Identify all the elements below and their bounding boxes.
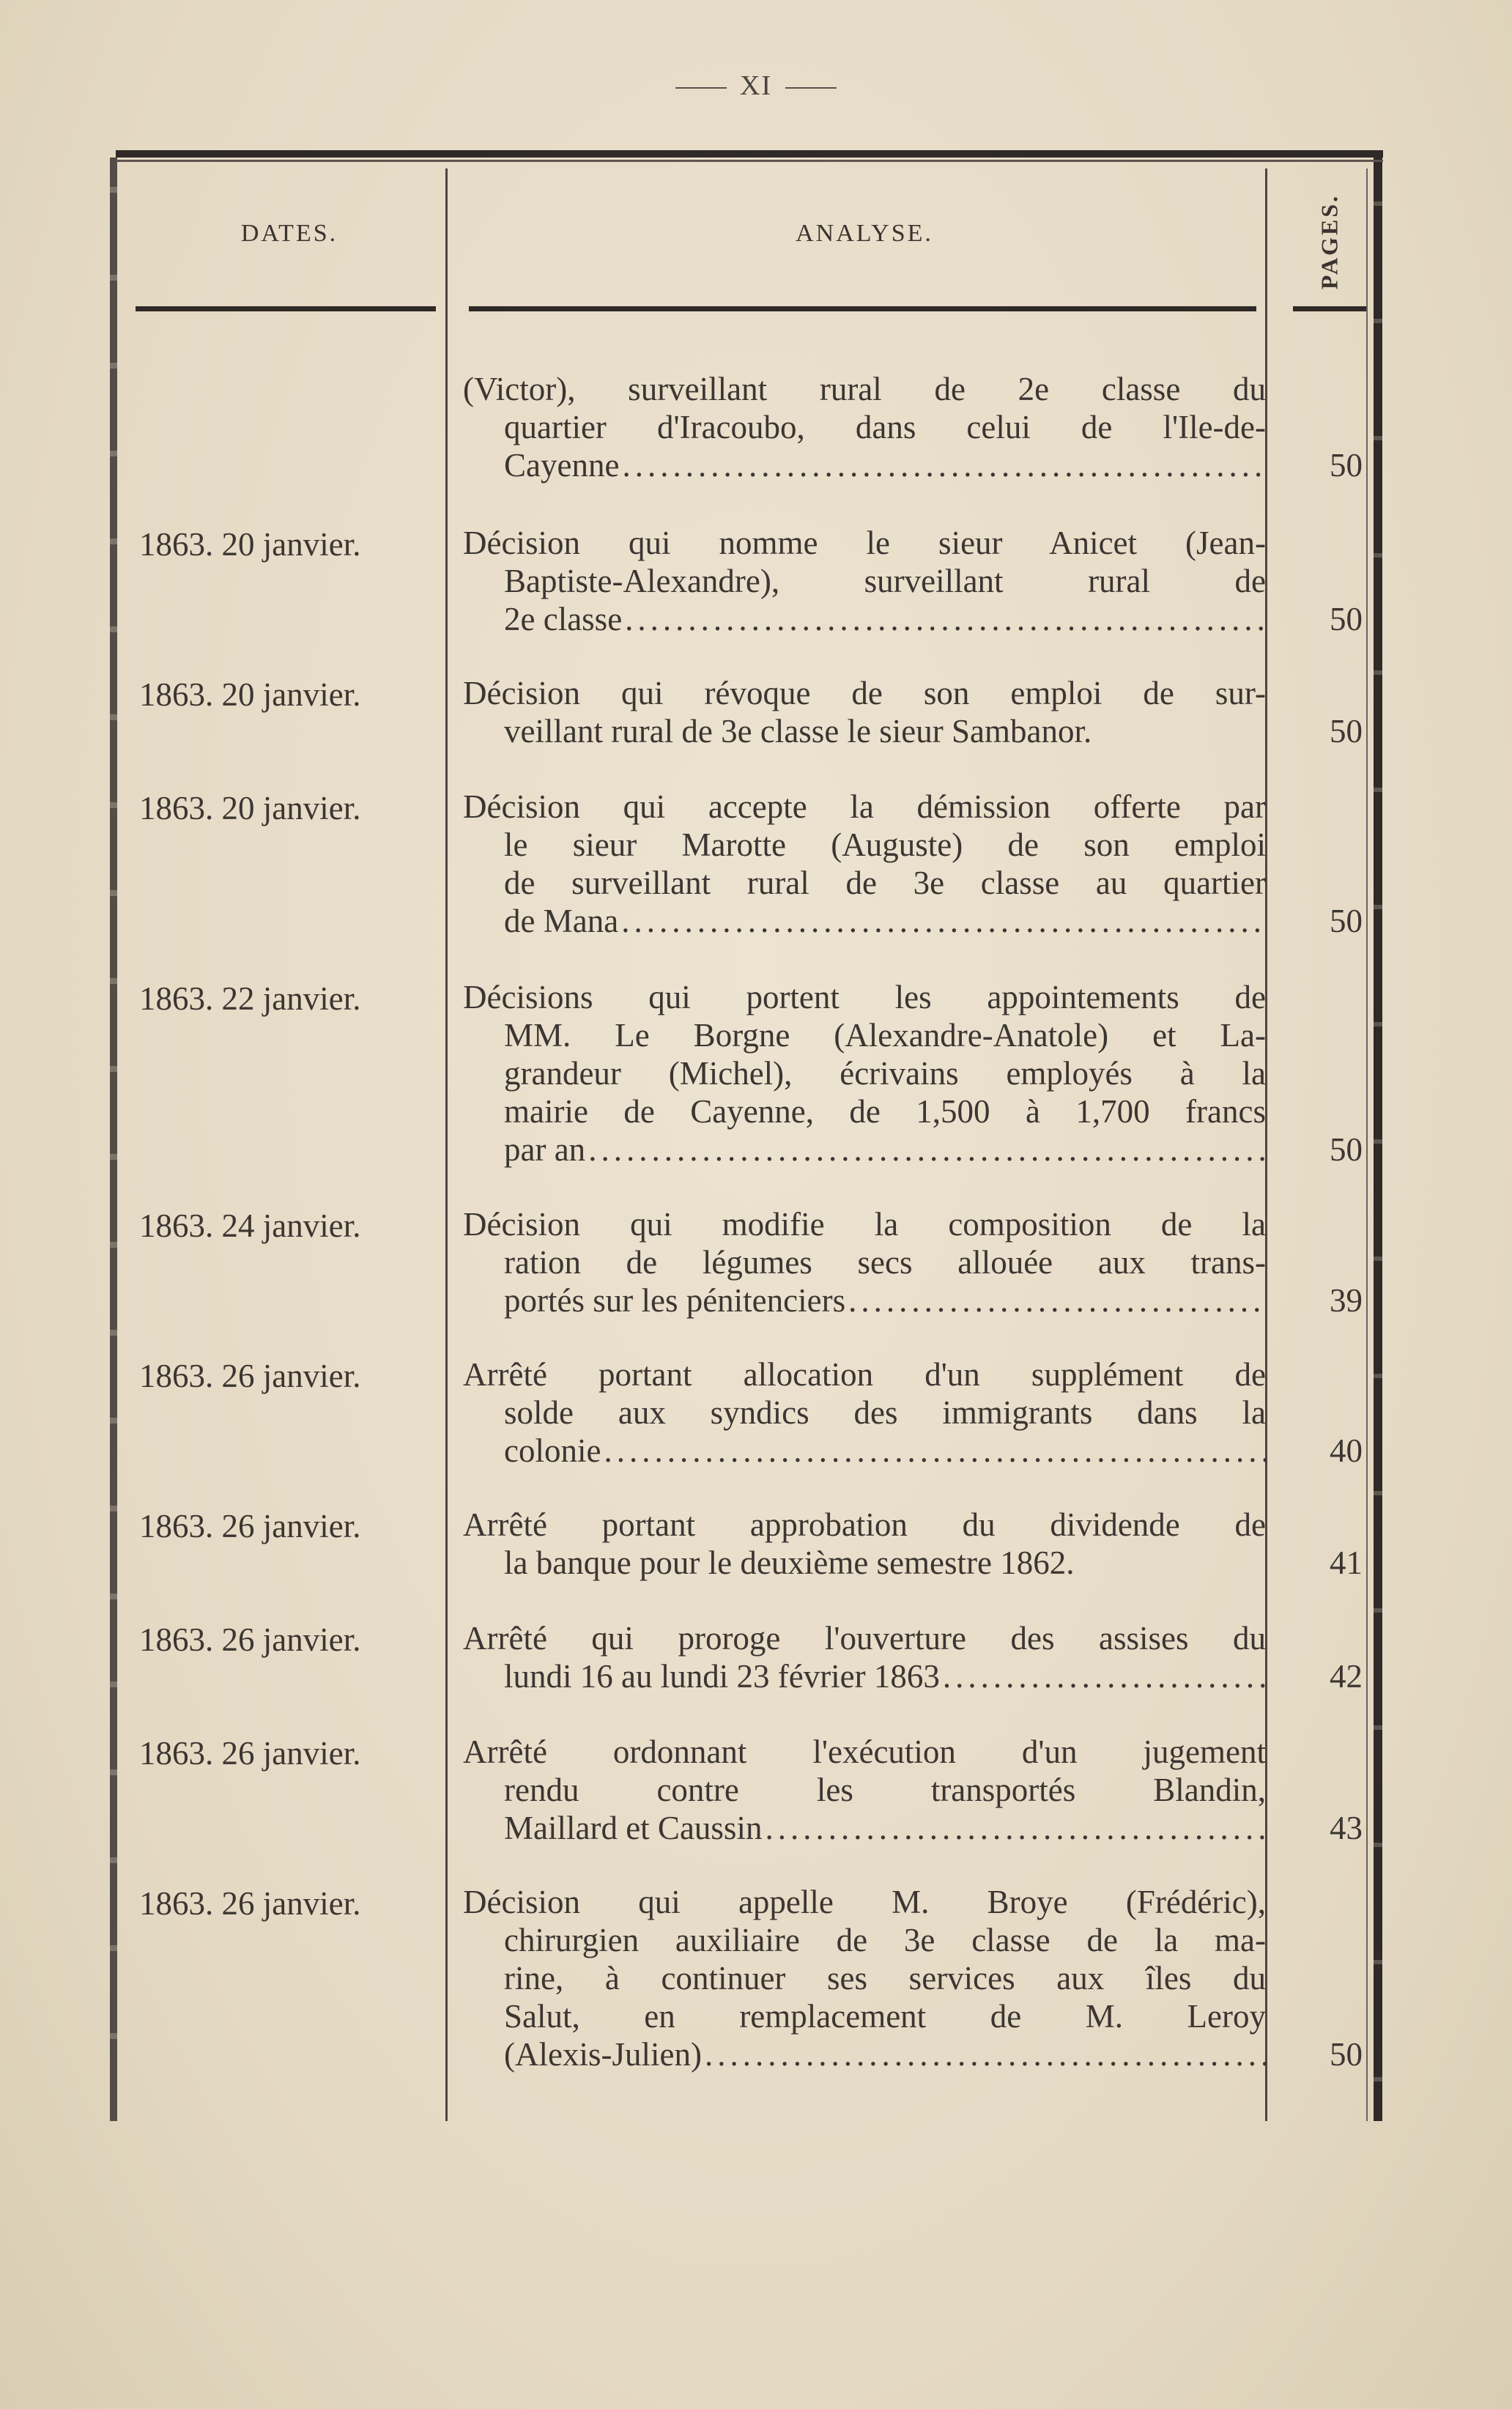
entry-page-number: 41: [1330, 1544, 1363, 1581]
entry-analysis: [463, 1355, 1266, 1470]
analysis-last-text: par an: [504, 1131, 586, 1168]
column-header-pages: [1289, 183, 1370, 300]
analysis-last-text: portés sur les pénitenciers: [504, 1282, 846, 1319]
analysis-line: mairie de Cayenne, de 1,500 à 1,700 francs: [504, 1093, 1266, 1130]
analysis-last-line: [463, 446, 1266, 484]
analysis-last-line: [463, 2035, 1266, 2073]
analysis-last-line: [463, 712, 1266, 750]
analysis-first-line: (Victor), surveillant rural de 2e classe du: [463, 371, 1266, 407]
dash-left: [675, 87, 727, 89]
analysis-first-line: Arrêté portant allocation d'un supplément de: [463, 1356, 1266, 1393]
entry-page-number: 50: [1330, 713, 1363, 750]
entry-page-number: 50: [1330, 2036, 1363, 2073]
entry-page-number: 50: [1330, 601, 1363, 637]
entry-analysis: [463, 370, 1266, 484]
header-rule-pages: [1293, 306, 1366, 311]
entry-analysis: [463, 1205, 1266, 1320]
table-top-rule-thin: [116, 160, 1383, 162]
pages-column-inner-divider: [1366, 169, 1368, 2121]
analysis-first-line: Décision qui accepte la démission offerte par: [463, 788, 1266, 825]
analysis-first-line: Décision qui révoque de son emploi de sur-: [463, 675, 1266, 711]
entry-date: 1863. 22 janvier.: [139, 980, 361, 1017]
analysis-line: chirurgien auxiliaire de 3e classe de la ma-: [504, 1922, 1266, 1958]
analysis-last-line: [463, 902, 1266, 940]
entry-page-number: 40: [1330, 1432, 1363, 1469]
analysis-line: ration de légumes secs allouée aux trans-: [504, 1244, 1266, 1281]
header-rule-dates: [136, 306, 436, 311]
left-binding-rule: [110, 158, 117, 2121]
entry-analysis: [463, 1883, 1266, 2073]
leader-dots: [848, 1281, 1266, 1320]
column-header-analyse: ANALYSE.: [796, 220, 933, 247]
entry-date: 1863. 26 janvier.: [139, 1735, 361, 1772]
leader-dots: [588, 1131, 1266, 1169]
entry-page-number: 43: [1330, 1810, 1363, 1846]
analysis-line: rine, à continuer ses services aux îles du: [504, 1960, 1266, 1997]
entry-analysis: [463, 978, 1266, 1169]
analysis-first-line: Décision qui nomme le sieur Anicet (Jean-: [463, 525, 1266, 561]
entry-date: 1863. 20 janvier.: [139, 790, 361, 826]
entry-date: 1863. 24 janvier.: [139, 1207, 361, 1244]
analysis-last-text: Maillard et Caussin: [504, 1810, 763, 1846]
entry-page-number: 50: [1330, 903, 1363, 939]
entry-analysis: [463, 524, 1266, 638]
entry-analysis: [463, 1506, 1266, 1582]
analysis-last-text: de Mana: [504, 903, 619, 939]
column-header-dates: DATES.: [240, 220, 338, 247]
analysis-last-line: [463, 1657, 1266, 1695]
entry-date: 1863. 26 janvier.: [139, 1885, 361, 1922]
analysis-line: Salut, en remplacement de M. Leroy: [504, 1998, 1266, 2035]
analysis-last-text: colonie: [504, 1432, 601, 1469]
leader-dots: [604, 1432, 1266, 1470]
analysis-line: grandeur (Michel), écrivains employés à la: [504, 1055, 1266, 1092]
leader-dots: [943, 1657, 1266, 1695]
analysis-last-text: la banque pour le deuxième semestre 1862.: [504, 1544, 1075, 1581]
entry-date: 1863. 20 janvier.: [139, 526, 361, 563]
analysis-last-line: [463, 1544, 1266, 1582]
entry-date: 1863. 26 janvier.: [139, 1358, 361, 1394]
analysis-last-line: [463, 1131, 1266, 1169]
analysis-last-text: Cayenne: [504, 447, 620, 484]
leader-dots: [625, 600, 1266, 638]
analysis-line: quartier d'Iracoubo, dans celui de l'Ile-de-: [504, 409, 1266, 445]
analysis-last-text: (Alexis-Julien): [504, 2036, 702, 2073]
analysis-first-line: Arrêté qui proroge l'ouverture des assises du: [463, 1620, 1266, 1657]
analysis-last-line: [463, 1432, 1266, 1470]
analysis-last-text: lundi 16 au lundi 23 février 1863: [504, 1658, 940, 1695]
analysis-line: rendu contre les transportés Blandin,: [504, 1772, 1266, 1808]
analysis-last-line: [463, 600, 1266, 638]
analysis-first-line: Arrêté portant approbation du dividende de: [463, 1506, 1266, 1543]
entry-page-number: 39: [1330, 1282, 1363, 1319]
analysis-last-line: [463, 1281, 1266, 1320]
analysis-line: Baptiste-Alexandre), surveillant rural de: [504, 563, 1266, 599]
leader-dots: [765, 1809, 1266, 1847]
dates-column-divider: [445, 169, 448, 2121]
leader-dots: [622, 446, 1266, 484]
analysis-first-line: Décision qui modifie la composition de la: [463, 1206, 1266, 1243]
analysis-line: MM. Le Borgne (Alexandre-Anatole) et La-: [504, 1017, 1266, 1054]
entry-date: 1863. 26 janvier.: [139, 1508, 361, 1544]
column-header-pages-text: PAGES.: [1316, 193, 1343, 290]
header-rule-analyse: [469, 306, 1256, 311]
entry-analysis: [463, 674, 1266, 750]
page-number-text: XI: [739, 70, 773, 101]
entry-page-number: 50: [1330, 447, 1363, 484]
entry-analysis: [463, 1619, 1266, 1695]
right-binding-rule: [1374, 158, 1382, 2121]
analysis-line: le sieur Marotte (Auguste) de son emploi: [504, 826, 1266, 863]
entry-date: 1863. 26 janvier.: [139, 1621, 361, 1658]
leader-dots: [705, 2035, 1266, 2073]
analysis-last-line: [463, 1809, 1266, 1847]
entry-analysis: [463, 788, 1266, 940]
dash-right: [785, 87, 837, 89]
entry-page-number: 50: [1330, 1131, 1363, 1168]
entry-date: 1863. 20 janvier.: [139, 676, 361, 713]
table-top-rule: [116, 150, 1383, 158]
entry-analysis: [463, 1733, 1266, 1847]
analysis-last-text: 2e classe: [504, 601, 623, 637]
entry-page-number: 42: [1330, 1658, 1363, 1695]
analysis-first-line: Arrêté ordonnant l'exécution d'un jugement: [463, 1733, 1266, 1770]
analysis-line: de surveillant rural de 3e classe au quartier: [504, 865, 1266, 901]
analysis-line: solde aux syndics des immigrants dans la: [504, 1394, 1266, 1431]
leader-dots: [621, 902, 1266, 940]
analysis-last-text: veillant rural de 3e classe le sieur Sambanor.: [504, 713, 1092, 750]
analysis-first-line: Décisions qui portent les appointements de: [463, 979, 1266, 1015]
page-number: [0, 70, 1512, 102]
analysis-first-line: Décision qui appelle M. Broye (Frédéric),: [463, 1884, 1266, 1920]
